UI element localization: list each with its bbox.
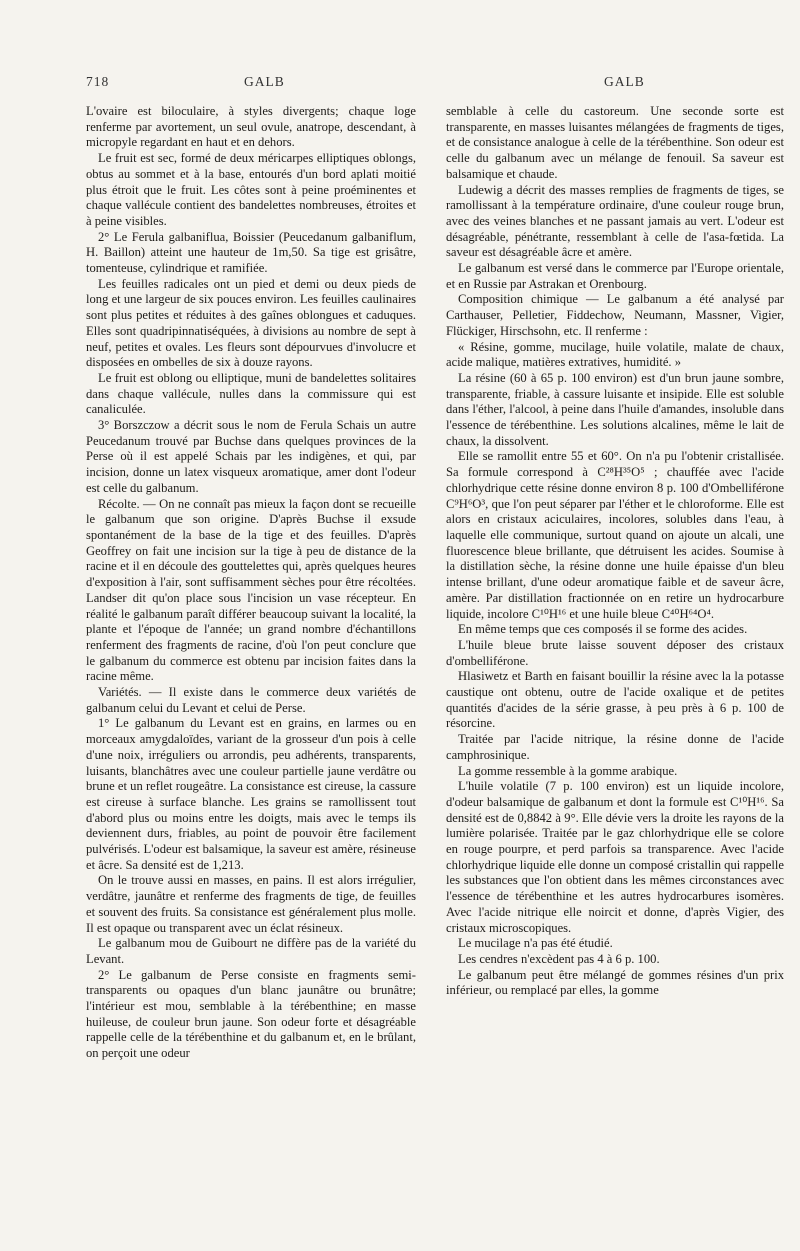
paragraph: Hlasiwetz et Barth en faisant bouillir la résine avec la la potasse caustique ont obtenu, outre de l'acide oxalique et de petites quantités d'acides de la série grasse, à peu près à 6 p. 100 de résorcine.	[446, 669, 784, 731]
paragraph: Elle se ramollit entre 55 et 60°. On n'a pu l'obtenir cristallisée. Sa formule correspond à C²⁸H³⁵O⁵ ; chauffée avec l'acide chlorhydrique cette résine donne environ 8 p. 100 d'Ombelliférone C⁹H⁶O³, que l'on peut séparer par l'éther et le chloroforme. Elle est alors en cristaux aciculaires, incolores, solubles dans l'eau, à laquelle elle communique, surtout quand on ajoute un alcali, une fluorescence bleue brillante, que détruisent les acides. Soumise à la distillation sèche, la résine donne une huile épaisse d'un bleu intense brillant, d'une odeur aromatique faible et de saveur âcre, amère. Par distillation fractionnée on en retire un hydrocarbure liquide, incolore C¹⁰H¹⁶ et une huile bleue C⁴⁰H⁶⁴O⁴.	[446, 449, 784, 621]
paragraph: Composition chimique — Le galbanum a été analysé par Carthauser, Pelletier, Fiddechow, Neumann, Massner, Vigier, Flückiger, Hirschsohn, etc. Il renferme :	[446, 292, 784, 338]
paragraph: Le mucilage n'a pas été étudié.	[458, 936, 613, 951]
paragraph: « Résine, gomme, mucilage, huile volatile, malate de chaux, acide malique, matières extratives, humidité. »	[446, 339, 784, 370]
paragraph: La gomme ressemble à la gomme arabique.	[458, 763, 678, 778]
paragraph: Le fruit est sec, formé de deux méricarpes elliptiques oblongs, obtus au sommet et à la base, entourés d'un bord aplati moitié plus étroit que le fruit. Les côtes sont à peine proéminentes et chaque vallécule contient des bandelettes nombreuses, étroites et à peine visibles.	[86, 151, 416, 228]
paragraph: 3° Borszczow a décrit sous le nom de Ferula Schais un autre Peucedanum trouvé par Buchse dans quelques provinces de la Perse où il est appelé Schais par les indigènes, et qui, par incision, donne un latex visqueux aromatique, amer dont l'odeur est celle du galbanum.	[86, 418, 416, 495]
paragraph: Le fruit est oblong ou elliptique, muni de bandelettes solitaires dans chaque vallécule, nulles dans la commissure qui est canaliculée.	[86, 370, 416, 417]
paragraph: L'huile volatile (7 p. 100 environ) est un liquide incolore, d'odeur balsamique de galbanum et dont la formule est C¹⁰H¹⁶. Sa densité est de 0,8842 à 9°. Elle dévie vers la droite les rayons de la lumière polarisée. Traitée par le gaz chlorhydrique elle se colore en rouge pourpre, et perd parfois sa transparence. Avec l'acide chlorhydrique liquide elle donne un composé cristallin qui rappelle les substances que l'on obtient dans les mêmes circonstances avec l'essence de térébenthine et les autres hydrocarbures isomères. Avec l'acide nitrique elle noircit et donne, d'après Vigier, des cristaux microscopiques.	[446, 779, 784, 935]
paragraph: semblable à celle du castoreum. Une seconde sorte est transparente, en masses luisantes mélangées de fragments de tiges, et de consistance analogue à celle de la térébenthine. Son odeur est celle du galbanum avec un mélange de fenouil. Sa saveur est balsamique et chaude.	[446, 104, 784, 181]
paragraph: Les cendres n'excèdent pas 4 à 6 p. 100.	[458, 951, 660, 966]
running-head-right: GALB	[604, 74, 645, 89]
paragraph: En même temps que ces composés il se forme des acides.	[458, 622, 748, 637]
paragraph: 1° Le galbanum du Levant est en grains, en larmes ou en morceaux amygdaloïdes, variant de la grosseur d'un pois à celle d'une noix, irréguliers ou arrondis, peu adhérents, transparents, luisants, blanchâtres avec une couleur partielle jaune verdâtre ou brune et un reflet rougeâtre. La consistance est cireuse, la cassure est cireuse à surface blanche. Les grains se ramollissent tout d'abord plus ou moins entre les doigts, mais avec le temps ils deviennent durs, friables, au point de pouvoir être facilement pulvérisés. L'odeur est balsamique, la saveur est amère, résineuse et âcre. Sa densité est de 1,213.	[86, 716, 416, 872]
paragraph: La résine (60 à 65 p. 100 environ) est d'un brun jaune sombre, transparente, friable, à cassure luisante et insipide. Elle est soluble dans l'éther, l'alcool, à peine dans l'huile d'amandes, insoluble dans l'essence de térébenthine. Les solutions alcalines, même le lait de chaux, la dissolvent.	[446, 370, 784, 448]
paragraph: Le galbanum mou de Guibourt ne diffère pas de la variété du Levant.	[86, 936, 416, 966]
paragraph: L'ovaire est biloculaire, à styles divergents; chaque loge renferme par avortement, un seul ovule, anatrope, descendant, à micropyle regardant en haut et en dehors.	[86, 104, 416, 150]
paragraph: Récolte. — On ne connaît pas mieux la façon dont se recueille le galbanum que son origine. D'après Buchse il exsude spontanément de la base de la tige et des feuilles. D'après Geoffrey on fait une incision sur la tige à peu de distance de la racine et il en découle des gouttelettes qui, après quelques heures d'exposition à l'air, sont suffisamment sèches pour être récoltées. Landser dit qu'on place sous l'incision un vase récepteur. En réalité le galbanum paraît différer beaucoup suivant la localité, la plante et l'époque de l'année; un grand nombre d'échantillons renferment des fragments de racine, d'où l'on peut conclure que le galbanum du commerce est obtenu par incision faites dans la racine même.	[86, 496, 416, 684]
right-column	[446, 104, 784, 999]
paragraph: Le galbanum peut être mélangé de gommes résines d'un prix inférieur, ou remplacé par elles, la gomme	[446, 967, 784, 998]
paragraph: 2° Le Ferula galbaniflua, Boissier (Peucedanum galbaniflum, H. Baillon) atteint une hauteur de 1m,50. Sa tige est grisâtre, tomenteuse, cylindrique et ramifiée.	[86, 229, 416, 276]
paragraph: Ludewig a décrit des masses remplies de fragments de tiges, se ramollissant à la température ordinaire, d'une couleur rouge brun, avec des veines blanches et ne passant jamais au vert. L'odeur est désagréable, pénétrante, ressemblant à celle de l'asa-fœtida. La saveur est désagréable âcre et amère.	[446, 182, 784, 260]
page-number: 718	[86, 74, 110, 89]
paragraph: L'huile bleue brute laisse souvent déposer des cristaux d'ombelliférone.	[446, 637, 784, 668]
paragraph: Les feuilles radicales ont un pied et demi ou deux pieds de long et une largeur de six pouces environ. Les feuilles caulinaires sont plus petites et réduites à des gaînes oblongues et caduques. Elles sont quadripinnatiséquées, à divisions au nombre de sept à neuf, petites et ovales. Les fleurs sont dépourvues d'involucre et disposées en ombelles de six à douze rayons.	[86, 276, 416, 370]
paragraph: Traitée par l'acide nitrique, la résine donne de l'acide camphrosinique.	[446, 732, 784, 762]
left-column	[86, 104, 416, 1062]
paragraph: 2° Le galbanum de Perse consiste en fragments semi-transparents ou opaques d'un blanc jaunâtre ou brunâtre; l'intérieur est mou, semblable à la térébenthine; en masse huileuse, de couleur brun jaune. Son odeur forte et désagréable rappelle celle de la térébenthine et du galbanum et, en le brûlant, on perçoit une odeur	[86, 967, 416, 1061]
running-head-left: GALB	[244, 74, 285, 89]
paragraph: Le galbanum est versé dans le commerce par l'Europe orientale, et en Russie par Astrakan et Orenbourg.	[446, 261, 784, 291]
paragraph: On le trouve aussi en masses, en pains. Il est alors irrégulier, verdâtre, jaunâtre et renferme des fragments de tige, de feuilles et souvent des fruits. Sa consistance est généralement plus molle. Il est opaque ou transparent avec un éclat résineux.	[86, 873, 416, 935]
paragraph: Variétés. — Il existe dans le commerce deux variétés de galbanum celui du Levant et celui de Perse.	[86, 685, 416, 715]
